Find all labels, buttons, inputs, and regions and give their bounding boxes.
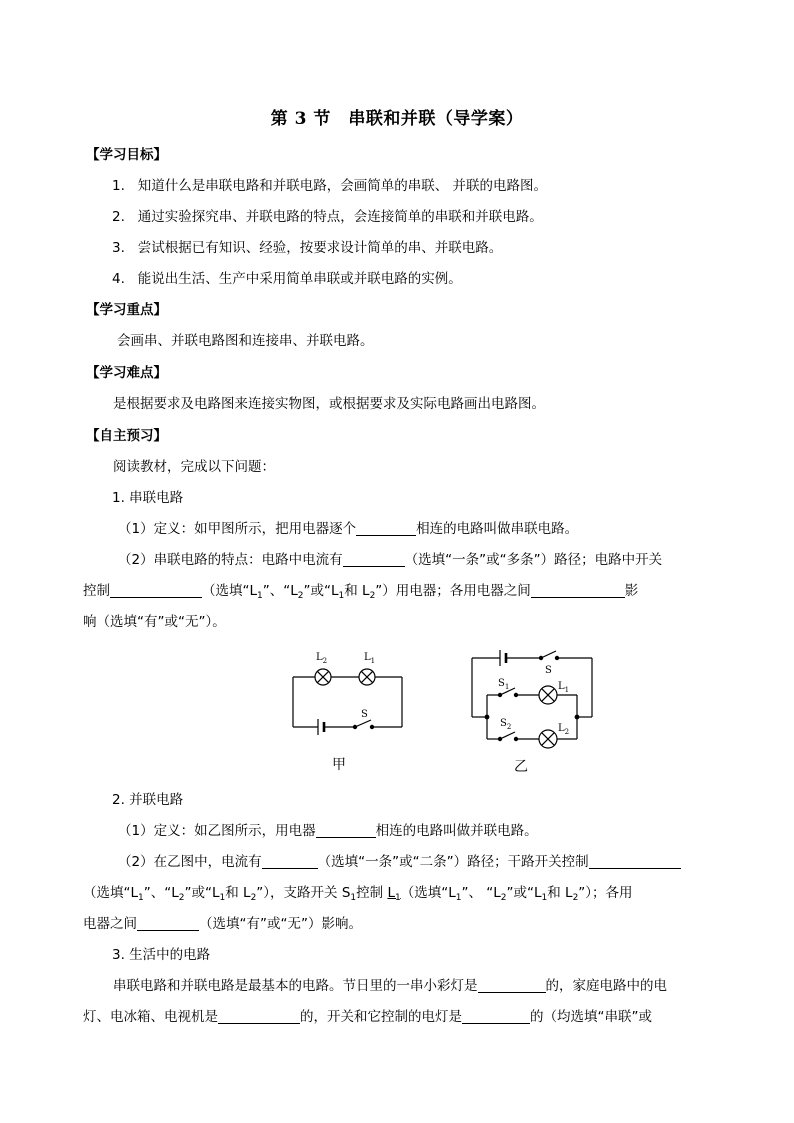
series-circuit-diagram [285, 645, 415, 740]
battery-icon [500, 650, 506, 666]
text: （2）串联电路的特点：电路中电流有 [118, 552, 343, 568]
lamp-label: $L_2$ [558, 723, 570, 736]
text: ”）；各用 [578, 885, 633, 901]
text: 控制 [356, 885, 388, 901]
goal-item [112, 177, 547, 195]
text: 串联电路和并联电路是最基本的电路。节日里的一串小彩灯是 [113, 978, 478, 994]
lamp-label: $L_2$ [316, 652, 328, 665]
preview-heading: 【自主预习】 [86, 428, 167, 444]
text: 相连的电路叫做并联电路。 [375, 823, 538, 839]
switch-icon [498, 732, 517, 741]
subscript: 2 [250, 893, 257, 903]
subscript: 1 [541, 893, 548, 903]
goal-text: 知道什么是串联电路和并联电路，会画简单的串联、 并联的电路图。 [137, 178, 548, 194]
key-heading: 【学习重点】 [86, 302, 167, 318]
life-paragraph-line [83, 1008, 652, 1026]
battery-icon [318, 719, 324, 735]
text: 的，开关和它控制的电灯是 [300, 1009, 462, 1025]
lamp-icon [539, 686, 557, 704]
goal-number: 4. [112, 271, 125, 287]
text: ”），支路开关 S [256, 885, 351, 901]
text: （选填“一条”或“二条”）路径；干路开关控制 [317, 854, 589, 870]
text: （2）在乙图中，电流有 [118, 854, 262, 870]
text: （选填“L [400, 885, 456, 901]
text: ”或“L [184, 885, 220, 901]
series-influence: 响（选填“有”或“无”）。 [83, 614, 226, 630]
answer-blank[interactable] [316, 823, 376, 838]
answer-blank[interactable] [137, 916, 199, 931]
subscript: 2 [572, 893, 579, 903]
switch-label: S [545, 665, 552, 676]
goal-number: 3. [112, 240, 125, 256]
subscript: 1 [338, 591, 345, 601]
text: ”或“L [303, 583, 339, 599]
text: ”、“L [262, 583, 298, 599]
series-heading: 1. 串联电路 [112, 490, 184, 506]
life-heading: 3. 生活中的电路 [112, 947, 211, 963]
goals-heading: 【学习目标】 [86, 147, 167, 163]
text: 和 L [547, 885, 573, 901]
subscript: 1 [138, 893, 144, 903]
series-definition [118, 520, 578, 538]
text: 的，家庭电路中的电 [545, 978, 667, 994]
text: （选填“L [202, 583, 258, 599]
junction-dot [485, 715, 580, 720]
answer-blank[interactable] [478, 978, 546, 993]
text: ”或“L [506, 885, 542, 901]
switch-label: S [361, 709, 368, 720]
parallel-heading: 2. 并联电路 [112, 792, 184, 808]
text: （选填“一条”或“多条”）路径；电路中开关 [404, 552, 663, 568]
text: 的（均选填“串联”或 [530, 1009, 652, 1025]
answer-blank[interactable] [589, 854, 681, 869]
parallel-definition [118, 822, 538, 840]
preview-intro: 阅读教材，完成以下问题： [113, 459, 275, 475]
answer-blank[interactable] [218, 1009, 300, 1024]
switch-label: $S_1$ [498, 678, 510, 691]
subscript: 1 [455, 893, 462, 903]
text: （1）定义：如甲图所示，把用电器逐个 [118, 521, 357, 537]
goal-number: 1. [112, 178, 125, 194]
goal-item [112, 208, 543, 226]
parallel-feature [118, 853, 681, 871]
subscript: 1 [219, 893, 226, 903]
text: 影 [624, 583, 639, 599]
answer-blank[interactable] [262, 854, 318, 869]
key-text: 会画串、并联电路图和连接串、并联电路。 [117, 333, 374, 349]
figure-caption: 乙 [514, 759, 528, 775]
series-feature [118, 551, 662, 569]
subscript: 2 [500, 893, 507, 903]
subscript: 2 [178, 893, 185, 903]
answer-blank[interactable] [356, 521, 416, 536]
goal-item [112, 239, 502, 257]
lamp-label: $L_1$ [364, 652, 376, 665]
text: 和 L [344, 583, 370, 599]
parallel-influence [83, 915, 362, 933]
answer-blank[interactable] [462, 1009, 530, 1024]
goal-number: 2. [112, 209, 125, 225]
text: 灯、电冰箱、电视机是 [83, 1009, 218, 1025]
text: ”、 “L [461, 885, 501, 901]
subscript: 1 [257, 591, 263, 601]
text: （1）定义：如乙图所示，用电器 [118, 823, 316, 839]
subscript: 2 [369, 591, 376, 601]
goal-text: 通过实验探究串、并联电路的特点，会连接简单的串联和并联电路。 [137, 209, 543, 225]
text: ”）用电器；各用电器之间 [375, 583, 531, 599]
subscript: 2 [297, 591, 304, 601]
series-control [83, 582, 638, 600]
text: 控制 [83, 583, 110, 599]
answer-blank[interactable] [531, 583, 625, 598]
difficulty-text: 是根据要求及电路图来连接实物图，或根据要求及实际电路画出电路图。 [113, 396, 545, 412]
subscript: 1 [350, 893, 357, 903]
text: 和 L [225, 885, 251, 901]
lamp-label: $L_1$ [558, 681, 570, 694]
text: ”、“L [143, 885, 179, 901]
switch-icon [539, 651, 558, 660]
underlined-lamp: $L_1$ [387, 885, 401, 903]
page-title: 第 3 节 串联和并联（导学案） [270, 109, 524, 129]
text: （选填“有”或“无”）影响。 [199, 916, 362, 932]
parallel-options [83, 884, 633, 902]
text: 相连的电路叫做串联电路。 [416, 521, 579, 537]
goal-text: 尝试根据已有知识、经验，按要求设计简单的串、并联电路。 [137, 240, 503, 256]
figure-caption: 甲 [332, 757, 346, 773]
goal-text: 能说出生活、生产中采用简单串联或并联电路的实例。 [137, 271, 462, 287]
lamp-icon [359, 669, 375, 685]
goal-item [112, 270, 462, 288]
answer-blank[interactable] [343, 552, 405, 567]
switch-label: $S_2$ [500, 718, 512, 731]
lamp-icon [539, 730, 557, 748]
text: 电器之间 [83, 916, 137, 932]
parallel-circuit-diagram [462, 643, 602, 753]
difficulty-heading: 【学习难点】 [86, 365, 167, 381]
text: （选填“L [83, 885, 139, 901]
answer-blank[interactable] [110, 583, 202, 598]
switch-icon [353, 720, 373, 729]
life-paragraph-line [113, 977, 667, 995]
lamp-icon [315, 669, 331, 685]
